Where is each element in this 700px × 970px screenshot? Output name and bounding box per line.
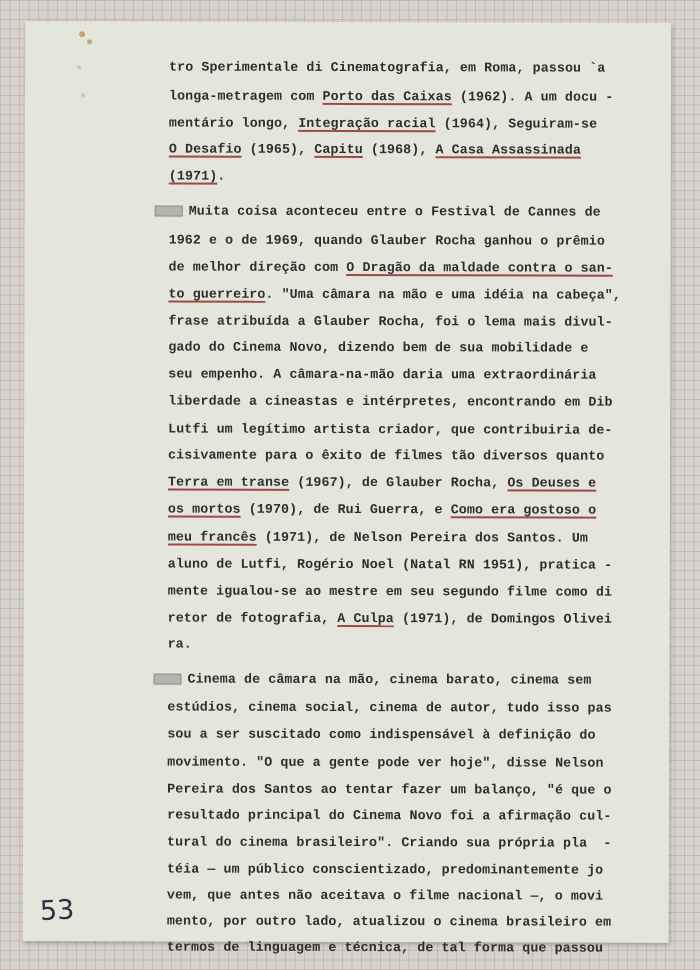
text-segment: (1971), de Domingos Olivei xyxy=(393,611,613,627)
text-segment: tural do cinema brasileiro". Criando sua própria pla - xyxy=(167,834,612,851)
text-segment: mentário longo, xyxy=(168,115,299,131)
stain-mark xyxy=(79,31,85,37)
underlined-title: Como era gostoso o xyxy=(450,502,597,518)
text-segment: mento, por outro lado, atualizou o cinema brasileiro em xyxy=(166,913,612,930)
text-segment: aluno de Lutfi, Rogério Noel (Natal RN 1951), pratica - xyxy=(167,556,613,573)
text-line xyxy=(168,584,612,601)
text-segment: vem, que antes não aceitava o filme nacional —, o movi xyxy=(166,887,604,904)
text-segment: termos de linguagem e técnica, de tal forma que passou xyxy=(166,939,604,956)
text-segment: movimento. "O que a gente pode ver hoje", disse Nelson xyxy=(167,754,604,771)
underlined-title: A Casa Assassinada xyxy=(435,142,581,158)
text-line xyxy=(153,671,591,688)
text-line xyxy=(169,60,605,77)
text-line xyxy=(168,557,612,574)
text-line xyxy=(168,287,620,304)
text-line xyxy=(169,260,613,277)
text-line xyxy=(169,116,597,133)
text-line xyxy=(168,314,612,331)
text-line xyxy=(168,394,612,411)
underlined-title: to guerreiro xyxy=(168,286,266,302)
text-segment: de melhor direção com xyxy=(168,259,347,275)
stain-mark xyxy=(81,93,85,97)
text-segment: (1965), xyxy=(241,141,315,157)
text-line xyxy=(155,203,601,220)
text-segment: cisivamente para o êxito de filmes tão diversos quanto xyxy=(168,447,605,464)
text-line xyxy=(168,637,192,653)
text-segment: (1962). A um docu - xyxy=(451,89,614,105)
underlined-title: A Culpa xyxy=(337,610,394,627)
text-segment: (1964), Seguiram-se xyxy=(435,116,598,132)
text-line xyxy=(167,888,603,905)
text-segment: gado do Cinema Novo, dizendo bem de sua mobilidade e xyxy=(168,339,589,356)
text-line xyxy=(168,422,612,439)
underlined-title: meu francês xyxy=(167,529,257,545)
text-segment: . xyxy=(217,168,226,184)
text-segment: (1967), de Glauber Rocha, xyxy=(289,474,508,491)
text-line xyxy=(168,475,596,492)
underlined-title: Integração racial xyxy=(298,115,436,132)
underlined-title: Porto das Caixas xyxy=(322,88,452,105)
underlined-title: O Dragão da maldade contra o san- xyxy=(346,259,613,276)
text-segment: longa-metragem com xyxy=(168,88,323,104)
text-line xyxy=(169,142,581,159)
underlined-title: os mortos xyxy=(167,501,241,517)
text-line xyxy=(167,755,603,772)
text-line xyxy=(169,89,613,106)
text-segment: 1962 e o de 1969, quando Glauber Rocha ganhou o prêmio xyxy=(168,232,605,249)
text-segment: (1970), de Rui Guerra, e xyxy=(240,501,451,518)
stain-mark xyxy=(77,65,81,69)
text-line xyxy=(167,727,595,744)
underlined-title: Capitu xyxy=(314,141,363,158)
text-segment: Cinema de câmara na mão, cinema barato, cinema sem xyxy=(187,671,592,688)
text-segment: sou a ser suscitado como indispensável à definição do xyxy=(167,726,596,743)
document-page xyxy=(23,21,671,956)
text-segment: retor de fotografia, xyxy=(167,610,338,626)
text-segment: Pereira dos Santos ao tentar fazer um balanço, "é que o xyxy=(167,781,612,798)
text-line xyxy=(168,367,596,384)
text-segment: (1971), de Nelson Pereira dos Santos. Um xyxy=(256,529,589,546)
text-line xyxy=(168,502,596,519)
paragraph-mark xyxy=(153,673,181,684)
underlined-title: O Desafio xyxy=(168,141,242,157)
text-line xyxy=(168,340,588,357)
text-segment: . "Uma câmara na mão e uma idéia na cabeça", xyxy=(265,286,621,303)
text-line xyxy=(167,914,611,931)
text-segment: ra. xyxy=(167,636,192,652)
text-line xyxy=(167,835,611,852)
text-segment: mente igualou-se ao mestre em seu segundo filme como di xyxy=(167,583,613,600)
text-line xyxy=(168,611,612,628)
text-line xyxy=(167,940,603,957)
text-line xyxy=(167,808,611,825)
text-line xyxy=(167,862,603,879)
text-segment: liberdade a cineastas e intérpretes, encontrando em Dib xyxy=(168,393,613,410)
page-number: 53 xyxy=(39,894,75,928)
text-segment: tro Sperimentale di Cinematografia, em Roma, passou `a xyxy=(169,59,606,76)
text-line xyxy=(168,530,588,547)
text-segment: Lutfi um legítimo artista criador, que contribuiria de- xyxy=(168,421,613,438)
text-segment: resultado principal do Cinema Novo foi a afirmação cul- xyxy=(167,807,612,824)
text-segment: (1968), xyxy=(362,142,436,158)
underlined-title: Os Deuses e xyxy=(507,475,597,491)
text-segment: estúdios, cinema social, cinema de autor, tudo isso pas xyxy=(167,699,612,716)
text-segment: frase atribuída a Glauber Rocha, foi o lema mais divul- xyxy=(168,313,613,330)
text-segment: Muita coisa aconteceu entre o Festival de Cannes de xyxy=(188,203,601,220)
text-segment: seu empenho. A câmara-na-mão daria uma extraordinária xyxy=(168,366,597,383)
underlined-title: Terra em transe xyxy=(167,474,290,490)
text-line xyxy=(169,233,605,250)
text-line xyxy=(167,700,611,717)
text-line xyxy=(168,448,604,465)
text-line xyxy=(167,782,611,799)
paragraph-mark xyxy=(155,205,183,216)
stain-mark xyxy=(87,39,92,44)
text-line xyxy=(169,169,226,185)
underlined-title: (1971) xyxy=(168,168,218,184)
text-segment: téia — um público conscientizado, predominantemente jo xyxy=(166,861,604,878)
